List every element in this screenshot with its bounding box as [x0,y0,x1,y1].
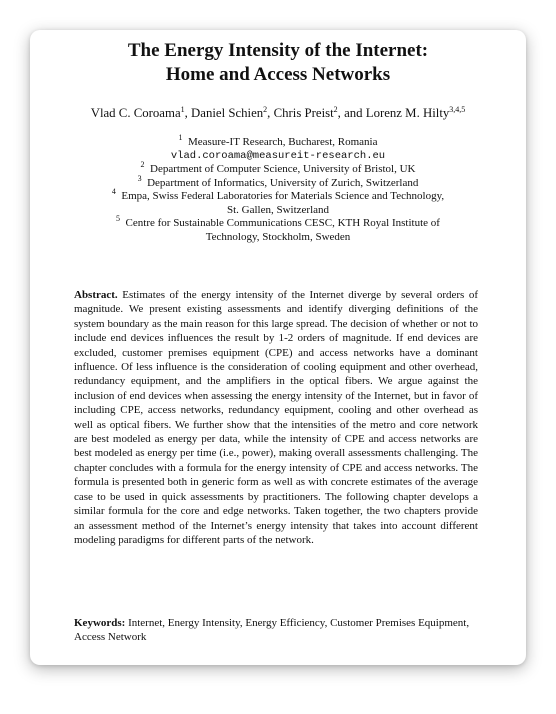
affiliation-continued: Technology, Stockholm, Sweden [205,230,351,243]
author: Vlad C. Coroama$^1$, [90,105,192,120]
affiliation: $^3$ Department of Informatics, University of Zurich, Switzerland [137,173,419,189]
affiliation: $^4$ Empa, Swiss Federal Laboratories for Materials Science and Technology, [111,187,445,202]
abstract-text: Estimates of the energy intensity of the Internet diverge by several orders of magnitude. We present existing assessments and identify diverging definitions of the system boundary as the main reason for this large spread. The decision of whether or not to include end devices influences the result by 1-2 orders of magnitude. If end devices are excluded, customer premises equipment (CPE) and access networks have a dominant influence. Of less influence is the consideration of cooling equipment and other overhead, redundancy equipment, and the amplifiers in the optical fibers. We argue against the inclusion of end devices when assessing the energy intensity of the Internet, but in favor of including CPE, access networks, redundancy equipment, cooling and other overhead as well as optical fibers. We further show that the intensities of the metro and core network are best modeled as energy per data, while the intensity of CPE and access networks are best modeled as energy per time (i.e., power), making overall assessments challenging. The chapter concludes with a formula for the energy intensity of CPE and access networks. The formula is presented both in generic form as well as with concrete estimates of the average case to be used in quick assessments by practitioners. The following chapter develops a similar formula for the core and edge networks. Taken together, the two chapters provide an assessment method of the Internet’s energy intensity that takes into account different modeling paradigms for different parts of the network. [74,289,479,546]
keywords [74,616,478,645]
affiliation: $^5$ Centre for Sustainable Communications CESC, KTH Royal Institute of [116,214,440,229]
abstract [74,288,478,547]
abstract-label: Abstract. [74,289,118,301]
author: Chris Preist$^2$, and [273,105,366,120]
affiliation: $^1$ Measure-IT Research, Bucharest, Romania [178,133,378,148]
title-line: Home and Access Networks [165,64,391,85]
author-email: vlad.coroama@measureit-research.eu [170,149,386,162]
paper-title [30,39,526,87]
title-line: The Energy Intensity of the Internet: [127,40,429,61]
affiliation-continued: St. Gallen, Switzerland [226,203,330,216]
affiliation: $^2$ Department of Computer Science, University of Bristol, UK [140,160,416,175]
author: Lorenz M. Hilty$^{3,4,5}$ [365,105,466,120]
keywords-text: Internet, Energy Intensity, Energy Efficiency, Customer Premises Equipment, Access Network [74,617,470,644]
author: Daniel Schien$^2$, [191,105,274,120]
paper-page [30,30,526,665]
keywords-label: Keywords: [74,617,126,629]
affiliations [40,133,516,244]
author-list [22,106,534,121]
